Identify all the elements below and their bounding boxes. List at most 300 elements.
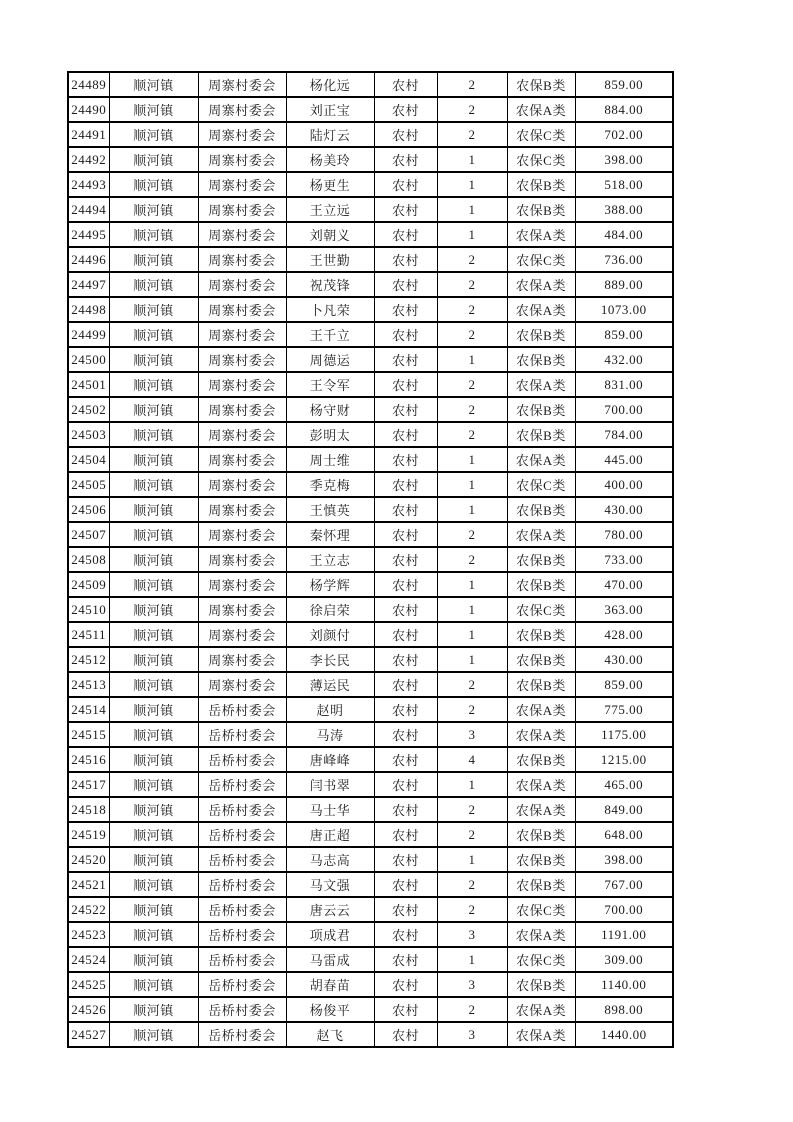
cell-category: 农保C类 (507, 947, 575, 972)
cell-category: 农保A类 (507, 272, 575, 297)
cell-amount: 430.00 (575, 497, 673, 522)
table-row (68, 322, 673, 347)
cell-name: 马涛 (286, 722, 374, 747)
cell-amount: 784.00 (575, 422, 673, 447)
cell-village: 周寨村委会 (198, 522, 286, 547)
cell-town: 顺河镇 (109, 622, 198, 647)
cell-village: 周寨村委会 (198, 272, 286, 297)
cell-town: 顺河镇 (109, 347, 198, 372)
cell-count: 1 (437, 847, 507, 872)
cell-type: 农村 (374, 172, 437, 197)
cell-village: 周寨村委会 (198, 572, 286, 597)
table-row (68, 397, 673, 422)
cell-count: 2 (437, 672, 507, 697)
cell-town: 顺河镇 (109, 997, 198, 1022)
cell-village: 周寨村委会 (198, 147, 286, 172)
cell-category: 农保C类 (507, 122, 575, 147)
cell-town: 顺河镇 (109, 897, 198, 922)
cell-type: 农村 (374, 222, 437, 247)
cell-id: 24514 (68, 697, 109, 722)
table-row (68, 197, 673, 222)
cell-name: 杨更生 (286, 172, 374, 197)
cell-type: 农村 (374, 447, 437, 472)
cell-category: 农保A类 (507, 372, 575, 397)
cell-town: 顺河镇 (109, 97, 198, 122)
table-row (68, 622, 673, 647)
cell-amount: 736.00 (575, 247, 673, 272)
cell-amount: 700.00 (575, 897, 673, 922)
cell-id: 24523 (68, 922, 109, 947)
cell-type: 农村 (374, 822, 437, 847)
cell-amount: 767.00 (575, 872, 673, 897)
cell-type: 农村 (374, 647, 437, 672)
cell-name: 唐云云 (286, 897, 374, 922)
cell-amount: 1175.00 (575, 722, 673, 747)
cell-town: 顺河镇 (109, 497, 198, 522)
table-row (68, 672, 673, 697)
cell-amount: 484.00 (575, 222, 673, 247)
cell-count: 2 (437, 97, 507, 122)
cell-village: 周寨村委会 (198, 422, 286, 447)
cell-id: 24500 (68, 347, 109, 372)
cell-amount: 859.00 (575, 322, 673, 347)
cell-count: 2 (437, 547, 507, 572)
cell-amount: 775.00 (575, 697, 673, 722)
cell-id: 24510 (68, 597, 109, 622)
table-row (68, 847, 673, 872)
cell-category: 农保B类 (507, 497, 575, 522)
cell-id: 24517 (68, 772, 109, 797)
cell-type: 农村 (374, 497, 437, 522)
cell-name: 王慎英 (286, 497, 374, 522)
cell-name: 薄运民 (286, 672, 374, 697)
cell-village: 岳桥村委会 (198, 972, 286, 997)
cell-amount: 859.00 (575, 672, 673, 697)
cell-category: 农保A类 (507, 797, 575, 822)
cell-amount: 889.00 (575, 272, 673, 297)
cell-count: 2 (437, 372, 507, 397)
cell-type: 农村 (374, 972, 437, 997)
cell-village: 岳桥村委会 (198, 772, 286, 797)
cell-amount: 363.00 (575, 597, 673, 622)
table-row (68, 1022, 673, 1047)
cell-count: 1 (437, 447, 507, 472)
cell-town: 顺河镇 (109, 697, 198, 722)
cell-id: 24507 (68, 522, 109, 547)
cell-category: 农保B类 (507, 672, 575, 697)
cell-id: 24505 (68, 472, 109, 497)
cell-type: 农村 (374, 622, 437, 647)
cell-town: 顺河镇 (109, 647, 198, 672)
cell-amount: 702.00 (575, 122, 673, 147)
cell-id: 24492 (68, 147, 109, 172)
cell-village: 岳桥村委会 (198, 797, 286, 822)
cell-name: 王千立 (286, 322, 374, 347)
cell-village: 周寨村委会 (198, 447, 286, 472)
table-row (68, 947, 673, 972)
cell-village: 周寨村委会 (198, 72, 286, 97)
cell-village: 岳桥村委会 (198, 947, 286, 972)
cell-category: 农保B类 (507, 972, 575, 997)
cell-town: 顺河镇 (109, 597, 198, 622)
cell-name: 赵飞 (286, 1022, 374, 1047)
cell-type: 农村 (374, 397, 437, 422)
cell-village: 岳桥村委会 (198, 897, 286, 922)
cell-id: 24513 (68, 672, 109, 697)
cell-town: 顺河镇 (109, 572, 198, 597)
cell-town: 顺河镇 (109, 397, 198, 422)
cell-id: 24520 (68, 847, 109, 872)
table-row (68, 422, 673, 447)
cell-amount: 432.00 (575, 347, 673, 372)
table-row (68, 872, 673, 897)
cell-village: 岳桥村委会 (198, 922, 286, 947)
cell-count: 1 (437, 147, 507, 172)
cell-category: 农保B类 (507, 822, 575, 847)
table-row (68, 572, 673, 597)
cell-amount: 428.00 (575, 622, 673, 647)
cell-amount: 445.00 (575, 447, 673, 472)
cell-id: 24498 (68, 297, 109, 322)
cell-count: 2 (437, 297, 507, 322)
cell-town: 顺河镇 (109, 247, 198, 272)
cell-category: 农保B类 (507, 422, 575, 447)
cell-town: 顺河镇 (109, 747, 198, 772)
table-row (68, 697, 673, 722)
table-row (68, 972, 673, 997)
cell-name: 卜凡荣 (286, 297, 374, 322)
cell-id: 24527 (68, 1022, 109, 1047)
cell-name: 秦怀理 (286, 522, 374, 547)
table-row (68, 547, 673, 572)
cell-name: 季克梅 (286, 472, 374, 497)
cell-category: 农保C类 (507, 472, 575, 497)
cell-amount: 780.00 (575, 522, 673, 547)
cell-id: 24515 (68, 722, 109, 747)
cell-id: 24493 (68, 172, 109, 197)
cell-village: 周寨村委会 (198, 672, 286, 697)
table-row (68, 222, 673, 247)
cell-category: 农保A类 (507, 297, 575, 322)
cell-count: 1 (437, 647, 507, 672)
cell-id: 24516 (68, 747, 109, 772)
cell-category: 农保C类 (507, 597, 575, 622)
cell-village: 周寨村委会 (198, 372, 286, 397)
cell-name: 王令军 (286, 372, 374, 397)
cell-town: 顺河镇 (109, 147, 198, 172)
cell-village: 岳桥村委会 (198, 1022, 286, 1047)
cell-count: 2 (437, 522, 507, 547)
cell-id: 24490 (68, 97, 109, 122)
cell-type: 农村 (374, 422, 437, 447)
table-row (68, 597, 673, 622)
cell-town: 顺河镇 (109, 422, 198, 447)
cell-village: 周寨村委会 (198, 97, 286, 122)
cell-name: 李长民 (286, 647, 374, 672)
cell-id: 24489 (68, 72, 109, 97)
cell-id: 24491 (68, 122, 109, 147)
cell-town: 顺河镇 (109, 797, 198, 822)
cell-id: 24495 (68, 222, 109, 247)
table-row (68, 172, 673, 197)
cell-type: 农村 (374, 847, 437, 872)
cell-town: 顺河镇 (109, 447, 198, 472)
cell-category: 农保B类 (507, 72, 575, 97)
cell-count: 1 (437, 172, 507, 197)
cell-id: 24506 (68, 497, 109, 522)
cell-village: 岳桥村委会 (198, 822, 286, 847)
cell-village: 周寨村委会 (198, 322, 286, 347)
cell-count: 1 (437, 572, 507, 597)
cell-name: 祝茂锋 (286, 272, 374, 297)
cell-village: 周寨村委会 (198, 197, 286, 222)
cell-id: 24508 (68, 547, 109, 572)
cell-type: 农村 (374, 122, 437, 147)
cell-id: 24522 (68, 897, 109, 922)
cell-name: 马雷成 (286, 947, 374, 972)
cell-count: 2 (437, 822, 507, 847)
cell-type: 农村 (374, 797, 437, 822)
cell-count: 3 (437, 1022, 507, 1047)
cell-town: 顺河镇 (109, 822, 198, 847)
cell-count: 2 (437, 322, 507, 347)
cell-type: 农村 (374, 747, 437, 772)
table-row (68, 447, 673, 472)
cell-count: 3 (437, 722, 507, 747)
cell-village: 周寨村委会 (198, 647, 286, 672)
cell-type: 农村 (374, 872, 437, 897)
cell-category: 农保A类 (507, 922, 575, 947)
cell-id: 24518 (68, 797, 109, 822)
cell-count: 2 (437, 872, 507, 897)
cell-name: 周德运 (286, 347, 374, 372)
cell-id: 24525 (68, 972, 109, 997)
cell-amount: 398.00 (575, 147, 673, 172)
cell-town: 顺河镇 (109, 372, 198, 397)
cell-count: 2 (437, 272, 507, 297)
cell-amount: 400.00 (575, 472, 673, 497)
cell-name: 项成君 (286, 922, 374, 947)
cell-village: 周寨村委会 (198, 472, 286, 497)
cell-type: 农村 (374, 322, 437, 347)
cell-amount: 831.00 (575, 372, 673, 397)
cell-town: 顺河镇 (109, 122, 198, 147)
cell-id: 24526 (68, 997, 109, 1022)
cell-name: 杨美玲 (286, 147, 374, 172)
cell-village: 岳桥村委会 (198, 697, 286, 722)
cell-amount: 518.00 (575, 172, 673, 197)
cell-name: 胡春苗 (286, 972, 374, 997)
table-row (68, 497, 673, 522)
table-row (68, 247, 673, 272)
cell-count: 3 (437, 972, 507, 997)
cell-village: 周寨村委会 (198, 397, 286, 422)
cell-amount: 1140.00 (575, 972, 673, 997)
cell-id: 24524 (68, 947, 109, 972)
cell-type: 农村 (374, 197, 437, 222)
cell-amount: 884.00 (575, 97, 673, 122)
table-row (68, 372, 673, 397)
cell-village: 岳桥村委会 (198, 722, 286, 747)
cell-amount: 1440.00 (575, 1022, 673, 1047)
cell-village: 周寨村委会 (198, 247, 286, 272)
cell-village: 周寨村委会 (198, 597, 286, 622)
cell-name: 赵明 (286, 697, 374, 722)
cell-type: 农村 (374, 97, 437, 122)
cell-village: 岳桥村委会 (198, 847, 286, 872)
cell-village: 岳桥村委会 (198, 747, 286, 772)
cell-name: 刘正宝 (286, 97, 374, 122)
table-row (68, 472, 673, 497)
cell-type: 农村 (374, 147, 437, 172)
cell-category: 农保A类 (507, 997, 575, 1022)
cell-id: 24494 (68, 197, 109, 222)
table-row (68, 897, 673, 922)
cell-category: 农保B类 (507, 347, 575, 372)
cell-category: 农保C类 (507, 897, 575, 922)
cell-type: 农村 (374, 272, 437, 297)
cell-count: 2 (437, 397, 507, 422)
cell-type: 农村 (374, 1022, 437, 1047)
cell-category: 农保B类 (507, 872, 575, 897)
cell-category: 农保B类 (507, 747, 575, 772)
cell-name: 杨学辉 (286, 572, 374, 597)
cell-type: 农村 (374, 672, 437, 697)
cell-category: 农保B类 (507, 172, 575, 197)
cell-id: 24521 (68, 872, 109, 897)
cell-name: 周士维 (286, 447, 374, 472)
cell-category: 农保B类 (507, 197, 575, 222)
cell-type: 农村 (374, 472, 437, 497)
cell-name: 闫书翠 (286, 772, 374, 797)
cell-name: 马志高 (286, 847, 374, 872)
cell-id: 24497 (68, 272, 109, 297)
table-row (68, 297, 673, 322)
cell-village: 周寨村委会 (198, 547, 286, 572)
cell-id: 24496 (68, 247, 109, 272)
cell-town: 顺河镇 (109, 1022, 198, 1047)
cell-amount: 1191.00 (575, 922, 673, 947)
cell-town: 顺河镇 (109, 222, 198, 247)
table-row (68, 72, 673, 97)
cell-id: 24509 (68, 572, 109, 597)
cell-category: 农保B类 (507, 322, 575, 347)
cell-town: 顺河镇 (109, 722, 198, 747)
cell-count: 1 (437, 347, 507, 372)
cell-count: 1 (437, 472, 507, 497)
cell-village: 周寨村委会 (198, 222, 286, 247)
cell-id: 24499 (68, 322, 109, 347)
cell-village: 周寨村委会 (198, 297, 286, 322)
cell-count: 3 (437, 922, 507, 947)
cell-category: 农保A类 (507, 522, 575, 547)
cell-category: 农保B类 (507, 847, 575, 872)
cell-category: 农保B类 (507, 547, 575, 572)
cell-count: 1 (437, 497, 507, 522)
cell-category: 农保B类 (507, 622, 575, 647)
cell-category: 农保B类 (507, 572, 575, 597)
cell-town: 顺河镇 (109, 847, 198, 872)
cell-town: 顺河镇 (109, 472, 198, 497)
table-row (68, 647, 673, 672)
cell-name: 彭明太 (286, 422, 374, 447)
cell-town: 顺河镇 (109, 947, 198, 972)
cell-village: 周寨村委会 (198, 497, 286, 522)
cell-category: 农保A类 (507, 697, 575, 722)
cell-count: 2 (437, 897, 507, 922)
cell-count: 1 (437, 772, 507, 797)
table-row (68, 747, 673, 772)
cell-category: 农保A类 (507, 772, 575, 797)
cell-id: 24512 (68, 647, 109, 672)
cell-type: 农村 (374, 997, 437, 1022)
table-row (68, 772, 673, 797)
cell-type: 农村 (374, 547, 437, 572)
cell-type: 农村 (374, 72, 437, 97)
cell-town: 顺河镇 (109, 872, 198, 897)
cell-name: 杨守财 (286, 397, 374, 422)
cell-type: 农村 (374, 572, 437, 597)
cell-amount: 859.00 (575, 72, 673, 97)
cell-type: 农村 (374, 247, 437, 272)
cell-amount: 700.00 (575, 397, 673, 422)
cell-id: 24502 (68, 397, 109, 422)
cell-name: 马文强 (286, 872, 374, 897)
cell-count: 2 (437, 247, 507, 272)
cell-type: 农村 (374, 297, 437, 322)
cell-town: 顺河镇 (109, 322, 198, 347)
table-row (68, 347, 673, 372)
cell-town: 顺河镇 (109, 172, 198, 197)
cell-name: 刘颜付 (286, 622, 374, 647)
cell-category: 农保A类 (507, 447, 575, 472)
cell-category: 农保B类 (507, 397, 575, 422)
cell-type: 农村 (374, 347, 437, 372)
cell-name: 杨俊平 (286, 997, 374, 1022)
cell-town: 顺河镇 (109, 672, 198, 697)
cell-id: 24503 (68, 422, 109, 447)
cell-town: 顺河镇 (109, 197, 198, 222)
cell-count: 1 (437, 622, 507, 647)
cell-name: 马士华 (286, 797, 374, 822)
cell-amount: 1215.00 (575, 747, 673, 772)
cell-amount: 430.00 (575, 647, 673, 672)
cell-name: 王世勤 (286, 247, 374, 272)
insurance-roster-table (67, 71, 674, 1048)
cell-amount: 849.00 (575, 797, 673, 822)
cell-village: 岳桥村委会 (198, 872, 286, 897)
cell-type: 农村 (374, 772, 437, 797)
cell-id: 24511 (68, 622, 109, 647)
cell-amount: 733.00 (575, 547, 673, 572)
cell-name: 王立远 (286, 197, 374, 222)
cell-type: 农村 (374, 697, 437, 722)
cell-village: 周寨村委会 (198, 347, 286, 372)
cell-category: 农保C类 (507, 147, 575, 172)
cell-amount: 465.00 (575, 772, 673, 797)
cell-name: 徐启荣 (286, 597, 374, 622)
cell-count: 1 (437, 197, 507, 222)
cell-amount: 648.00 (575, 822, 673, 847)
cell-name: 陆灯云 (286, 122, 374, 147)
cell-village: 周寨村委会 (198, 122, 286, 147)
cell-town: 顺河镇 (109, 272, 198, 297)
cell-type: 农村 (374, 947, 437, 972)
table-row (68, 997, 673, 1022)
cell-town: 顺河镇 (109, 522, 198, 547)
cell-town: 顺河镇 (109, 72, 198, 97)
cell-type: 农村 (374, 522, 437, 547)
